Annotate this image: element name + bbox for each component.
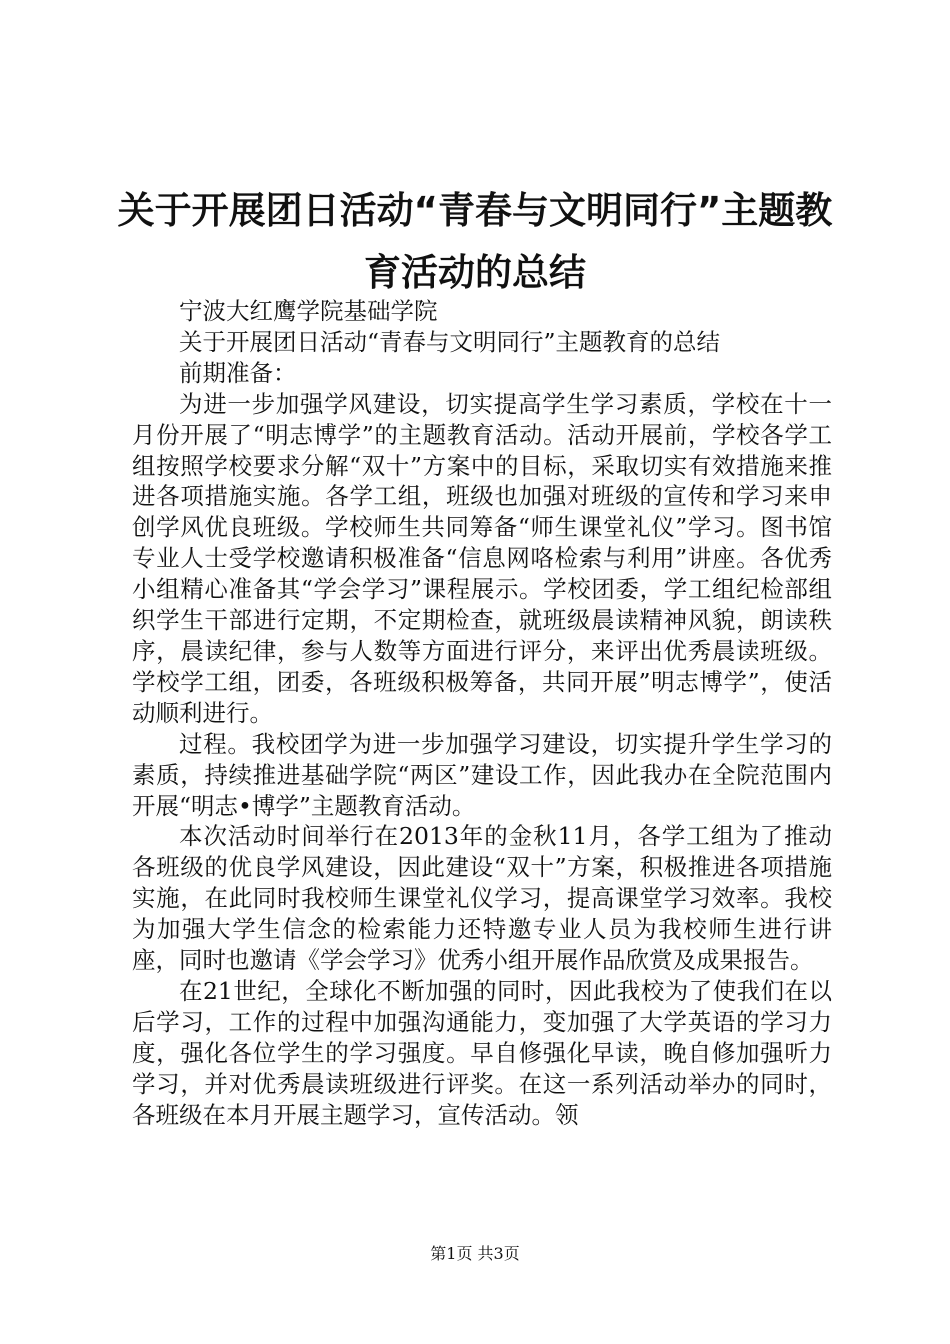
paragraph-author: 宁波大红鹰学院基础学院 bbox=[179, 297, 438, 325]
paragraph: 过程。我校团学为进一步加强学习建设，切实提升学生学习的素质，持续推进基础学院“两区”建设工作，因此我办在全院范围内开展“明志•博学”主题教育活动。 bbox=[132, 729, 832, 820]
document-body bbox=[132, 296, 832, 1130]
paragraph-subtitle: 关于开展团日活动“青春与文明同行”主题教育的总结 bbox=[179, 327, 721, 356]
paragraph: 在21世纪，全球化不断加强的同时，因此我校为了使我们在以后学习，工作的过程中加强沟通能力，变加强了大学英语的学习力度，强化各位学生的学习强度。早自修强化早读，晚自修加强听力学习，并对优秀晨读班级进行评奖。在这一系列活动举办的同时，各班级在本月开展主题学习，宣传活动。领 bbox=[132, 976, 832, 1129]
paragraph-section-heading: 前期准备： bbox=[179, 358, 297, 387]
paragraph: 为进一步加强学风建设，切实提高学生学习素质，学校在十一月份开展了“明志博学”的主题教育活动。活动开展前，学校各学工组按照学校要求分解“双十”方案中的目标，采取切实有效措施来推进各项措施实施。各学工组，班级也加强对班级的宣传和学习来申创学风优良班级。学校师生共同筹备“师生课堂礼仪”学习。图书馆专业人士受学校邀请积极准备“信息网咯检索与利用”讲座。各优秀小组精心准备其“学会学习”课程展示。学校团委，学工组纪检部组织学生干部进行定期，不定期检查，就班级晨读精神风貌，朗读秩序，晨读纪律，参与人数等方面进行评分，来评出优秀晨读班级。学校学工组，团委，各班级积极筹备，共同开展”明志博学”，使活动顺利进行。 bbox=[132, 389, 832, 727]
paragraph: 本次活动时间举行在2013年的金秋11月，各学工组为了推动各班级的优良学风建设，因此建设“双十”方案，积极推进各项措施实施，在此同时我校师生课堂礼仪学习，提高课堂学习效率。我校为加强大学生信念的检索能力还特邀专业人员为我校师生进行讲座，同时也邀请《学会学习》优秀小组开展作品欣赏及成果报告。 bbox=[132, 822, 832, 975]
page-footer: 第1页 共3页 bbox=[430, 1244, 520, 1263]
document-title: 关于开展团日活动“青春与文明同行”主题教育活动的总结 bbox=[117, 189, 833, 294]
